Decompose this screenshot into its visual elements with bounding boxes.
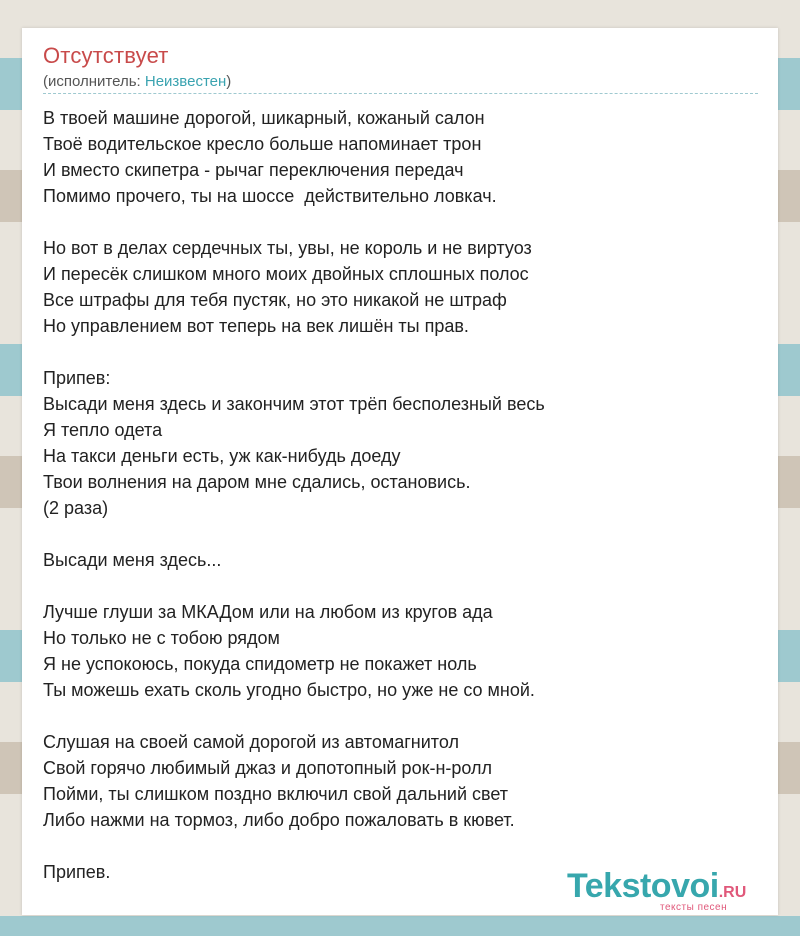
lyrics-line: Слушая на своей самой дорогой из автомагнитол (43, 732, 459, 752)
artist-line (43, 73, 231, 90)
lyrics-line: Я тепло одета (43, 420, 163, 440)
lyrics-line: И вместо скипетра - рычаг переключения передач (43, 160, 464, 180)
site-logo[interactable] (567, 866, 777, 916)
lyrics-line: Но только не с тобою рядом (43, 628, 280, 648)
lyrics-blank-line (43, 573, 758, 599)
lyrics-blank-line (43, 339, 758, 365)
lyrics-line: Припев. (43, 862, 111, 882)
lyrics-line: Помимо прочего, ты на шоссе действительно ловкач. (43, 186, 497, 206)
lyrics-blank-line (43, 521, 758, 547)
lyrics-card (22, 28, 778, 915)
logo-tagline: тексты песен (660, 902, 728, 913)
lyrics-line: В твоей машине дорогой, шикарный, кожаный салон (43, 108, 485, 128)
lyrics-blank-line (43, 833, 758, 859)
artist-link[interactable]: Неизвестен (144, 73, 227, 90)
song-title: Отсутствует (43, 43, 169, 68)
lyrics-line: Пойми, ты слишком поздно включил свой дальний свет (43, 784, 509, 804)
lyrics-text (43, 105, 758, 885)
lyrics-line: И пересёк слишком много моих двойных сплошных полос (43, 264, 529, 284)
lyrics-blank-line (43, 703, 758, 729)
artist-suffix: ) (226, 73, 232, 90)
title-divider (43, 93, 758, 94)
lyrics-line: Твои волнения на даром мне сдались, остановись. (43, 472, 471, 492)
logo-tld: .RU (718, 884, 747, 901)
artist-prefix: (исполнитель: (43, 73, 145, 90)
lyrics-line: Все штрафы для тебя пустяк, но это никакой не штраф (43, 290, 507, 310)
lyrics-line: Ты можешь ехать сколь угодно быстро, но уже не со мной. (43, 680, 535, 700)
lyrics-line: Но управлением вот теперь на век лишён ты прав. (43, 316, 469, 336)
lyrics-line: Высади меня здесь... (43, 550, 222, 570)
lyrics-line: Высади меня здесь и закончим этот трёп бесполезный весь (43, 394, 545, 414)
lyrics-line: Но вот в делах сердечных ты, увы, не король и не виртуоз (43, 238, 532, 258)
lyrics-line: Твоё водительское кресло больше напоминает трон (43, 134, 482, 154)
lyrics-line: Я не успокоюсь, покуда спидометр не покажет ноль (43, 654, 477, 674)
lyrics-line: Свой горячо любимый джаз и допотопный рок-н-ролл (43, 758, 493, 778)
lyrics-blank-line (43, 209, 758, 235)
lyrics-line: (2 раза) (43, 498, 109, 518)
lyrics-line: Либо нажми на тормоз, либо добро пожаловать в кювет. (43, 810, 515, 830)
logo-name: Tekstovoi (567, 867, 719, 905)
lyrics-line: Лучше глуши за МКАДом или на любом из кругов ада (43, 602, 493, 622)
lyrics-line: На такси деньги есть, уж как-нибудь доеду (43, 446, 401, 466)
lyrics-line: Припев: (43, 368, 111, 388)
